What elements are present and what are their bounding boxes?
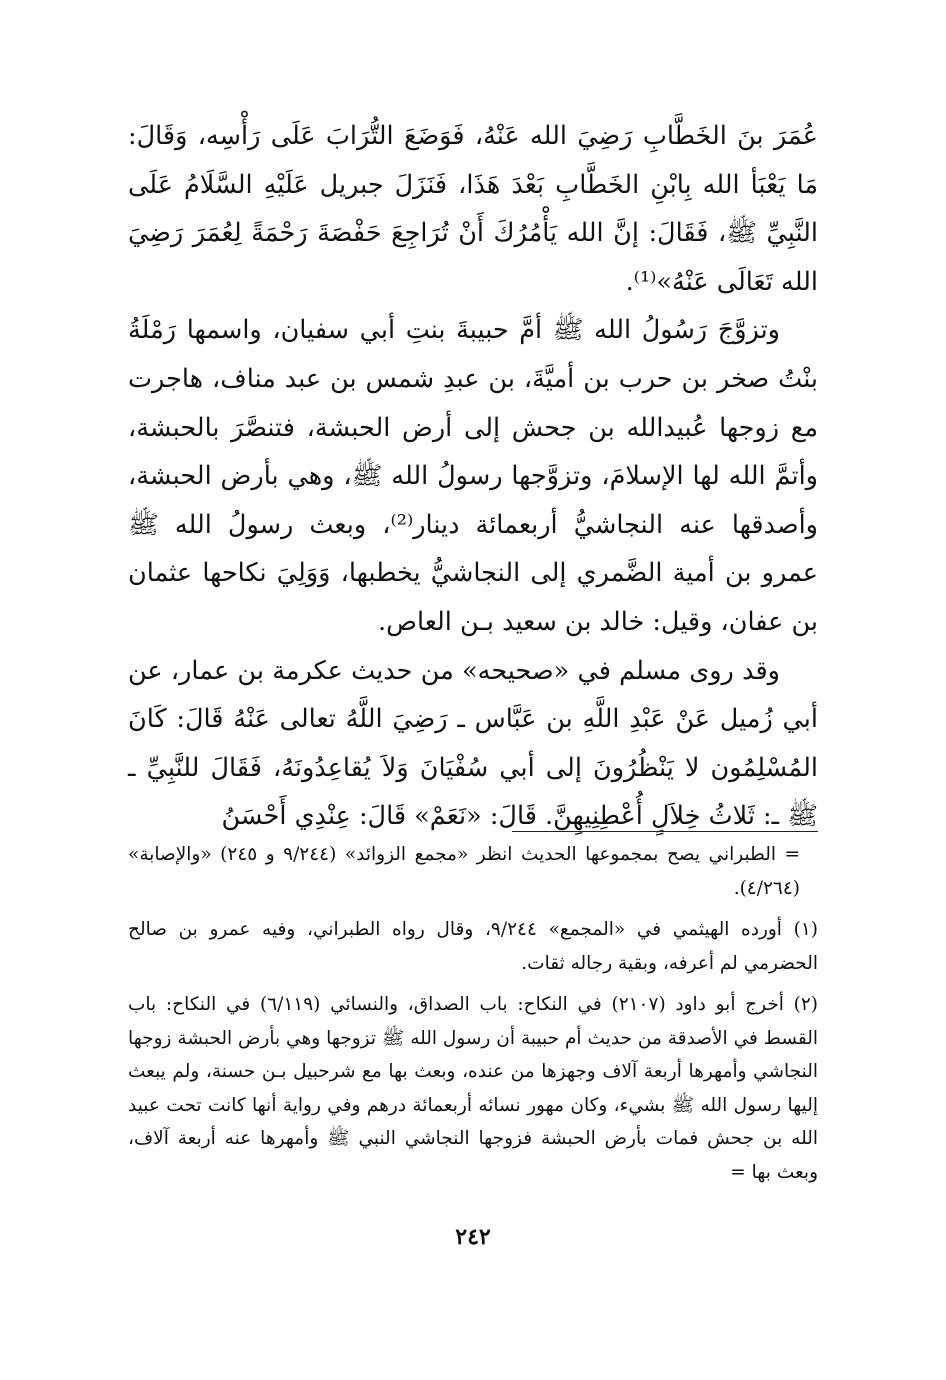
footnote-2: (٢) أخرج أبو داود (٢١٠٧) في النكاح: باب الصداق، والنسائي (٦/١١٩) في النكاح: باب القسط في الأصدقة من حديث أم حبيبة أن رسول الله ﷺ تزوجها وهي بأرض الحبشة زوجها النجاشي وأمهرها أربعة آلاف وجهزها من عنده، وبعث بها مع شرحبيل بـن حسنة، ولم يبعث إليها رسول الله ﷺ بشيء، وكان مهور نسائه أربعمائة درهم وفي رواية أنها كانت تحت عبيد الله بن جحش فمات بأرض الحبشة فزوجها النجاشي النبي ﷺ وأمهرها عنه أربعة آلاف، وبعث بها = — [128, 994, 819, 1183]
main-text — [128, 112, 818, 841]
paragraph-2: وتزوَّجَ رَسُولُ الله ﷺ أمَّ حبيبةَ بنتِ أبي سفيان، واسمها رَمْلَةُ بنْتُ صخر بن حرب بن أميَّةَ، بن عبدِ شمس بن عبد مناف، هاجرت مع زوجها عُبيدالله بن جحش إلى أرض الحبشة، فتنصَّرَ بالحبشة، وأتمَّ الله لها الإسلامَ، وتزوَّجها رسولُ الله ﷺ، وهي بأرض الحبشة، وأصدقها عنه النجاشيُّ أربعمائة دينار⁽²⁾، وبعث رسولُ الله ﷺ عمرو بن أمية الضَّمري إلى النجاشيُّ يخطبها، وَوَلِيَ نكاحها عثمان بن عفان، وقيل: خالد بن سعيد بـن العاص. — [128, 315, 818, 637]
page-number: ٢٤٢ — [455, 1224, 491, 1250]
footnote-divider — [512, 831, 818, 832]
paragraph-1: عُمَرَ بنَ الخَطَّابِ رَضِيَ الله عَنْهُ، فَوَضَعَ التُّرَابَ عَلَى رَأْسِه، وَقَالَ: مَا يَعْبَأ الله بِابْنِ الخَطَّابِ بَعْدَ هَذَا، فَنَزَلَ جبريل عَلَيْهِ السَّلَامُ عَلَى النَّبِيِّ ﷺ، فَقَالَ: إنَّ الله يَأْمُرُكَ أَنْ تُرَاجِعَ حَفْصَةَ رَحْمَةً لِعُمَرَ رَضِيَ الله تَعَالَى عَنْهُ»⁽¹⁾. — [128, 121, 818, 297]
footnote-continuation: = الطبراني يصح بمجموعها الحديث انظر «مجمع الزوائد» (٩/٢٤٤ و ٢٤٥) «والإصابة» (٤/٢٦٤). — [128, 844, 800, 899]
footnote-1: (١) أورده الهيثمي في «المجمع» ٩/٢٤٤، وقال رواه الطبراني، وفيه عمرو بن صالح الحضرمي لم أعرفه، وبقية رجاله ثقات. — [128, 919, 818, 974]
footnotes — [128, 838, 818, 1189]
paragraph-3: وقد روى مسلم في «صحيحه» من حديث عكرمة بن عمار، عن أبي زُميل عَنْ عَبْدِ اللَّهِ بن عَبَّاس ـ رَضِيَ اللَّهُ تعالى عَنْهُ قَالَ: كَانَ المُسْلِمُون لا يَنْظُرُونَ إلى أبي سُفْيَانَ وَلاَ يُقاعِدُونَهُ، فَقَالَ للنَّبِيِّ ـ ﷺ ـ: ثَلاثُ خِلاَلٍ أُعْطِنِيهِنَّ. قَالَ: «نَعَمْ» قَالَ: عِنْدِي أَحْسَنُ — [128, 655, 818, 832]
